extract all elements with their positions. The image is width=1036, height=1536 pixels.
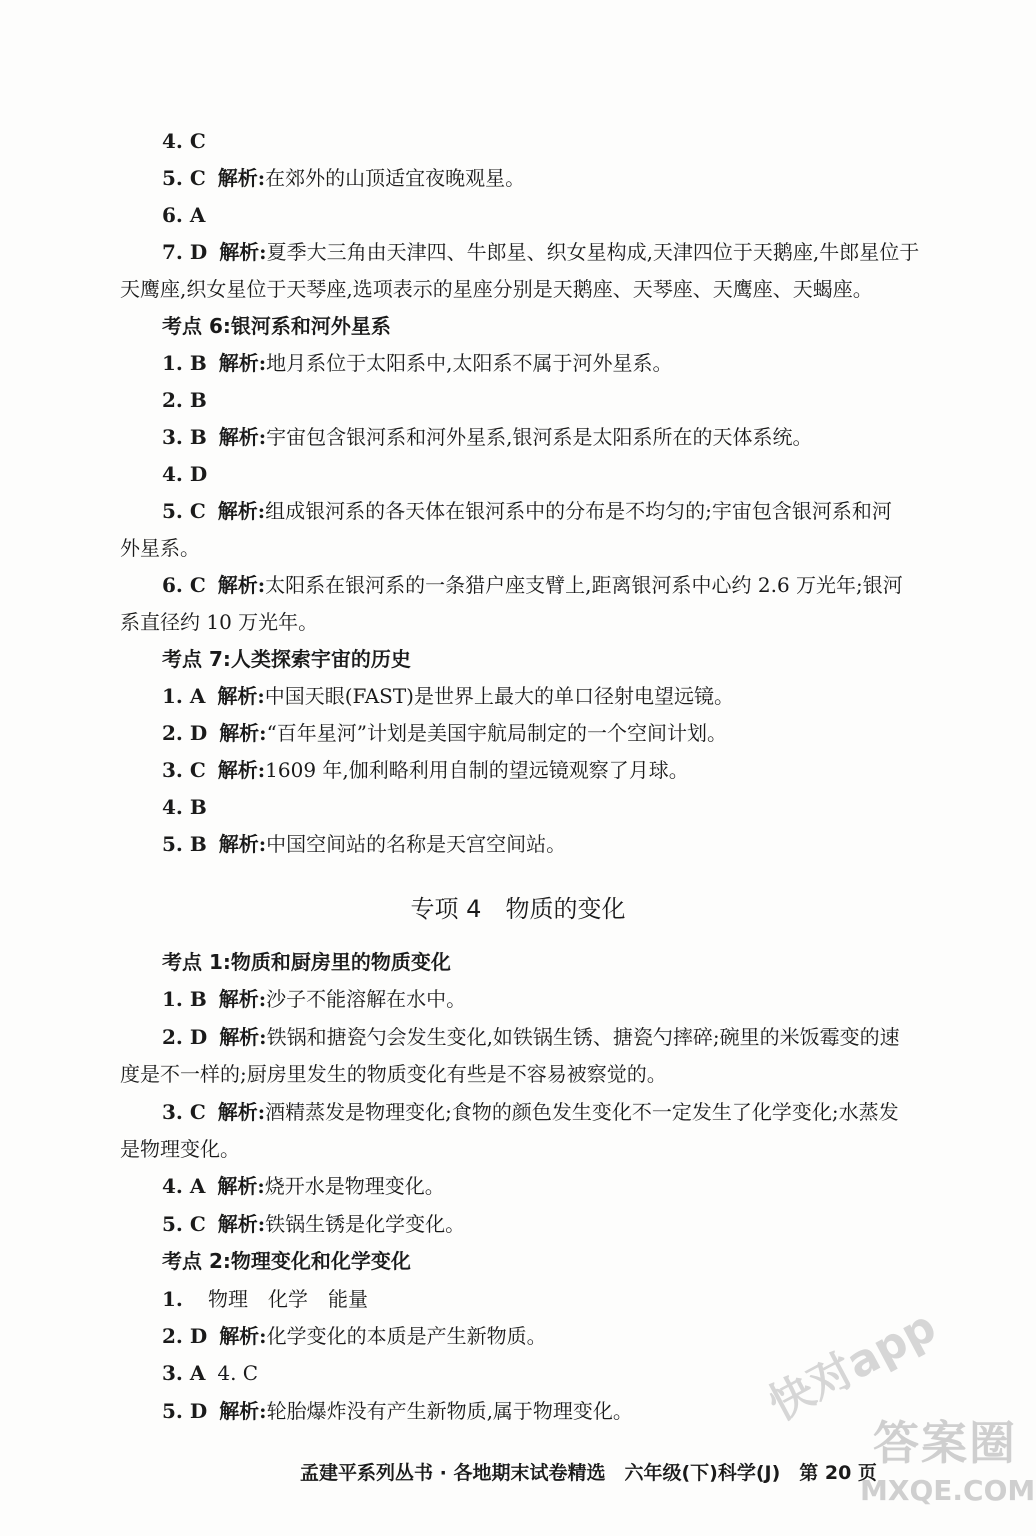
answer-line: [162, 718, 976, 748]
explanation-text: 铁锅生锈是化学变化。: [265, 1211, 466, 1236]
answer-line: [162, 829, 976, 859]
explanation-text: 铁锅和搪瓷勺会发生变化,如铁锅生锈、搪瓷勺摔碎;碗里的米饭霉变的速: [266, 1024, 900, 1049]
answer-continuation: 外星系。: [120, 536, 200, 560]
answer-line: [162, 237, 976, 267]
explanation-label: 解析:: [219, 1398, 267, 1423]
explanation-label: 解析:: [217, 1174, 265, 1199]
explanation-text: 在郊外的山顶适宜夜晚观星。: [265, 166, 526, 190]
explanation-label: 解析:: [218, 987, 267, 1012]
app-watermark: 快对app: [760, 1301, 945, 1431]
explanation-text: 1609 年,伽利略利用自制的望远镜观察了月球。: [265, 758, 689, 782]
answer-number: 2. D: [162, 1324, 208, 1348]
explanation-text: 夏季大三角由天津四、牛郎星、织女星构成,天津四位于天鹅座,牛郎星位于: [266, 240, 920, 264]
topic-heading: 考点 1:物质和厨房里的物质变化: [162, 950, 451, 974]
explanation-label: 解析:: [217, 1211, 266, 1236]
answer-number: 2. D: [162, 1024, 208, 1049]
answer-line: [162, 496, 976, 526]
answer-line: [162, 984, 976, 1014]
explanation-text: 轮胎爆炸没有产生新物质,属于物理变化。: [266, 1398, 633, 1423]
explanation-label: 解析:: [219, 240, 267, 264]
explanation-text: 中国空间站的名称是天宫空间站。: [266, 832, 567, 856]
answer-number: 5. C: [162, 1211, 206, 1236]
answer-line: [162, 459, 976, 489]
answer-number: 2. B: [162, 388, 207, 412]
answer-number: 1.: [162, 1286, 183, 1311]
topic-heading: 考点 7:人类探索宇宙的历史: [162, 647, 411, 671]
answer-line: [162, 163, 976, 193]
answer-line: [162, 385, 976, 415]
explanation-text: 化学变化的本质是产生新物质。: [266, 1324, 547, 1348]
answer-line: [162, 1396, 976, 1426]
answer-number: 1. B: [162, 351, 207, 375]
explanation-label: 解析:: [217, 684, 265, 708]
explanation-label: 解析:: [217, 758, 266, 782]
answer-line: [162, 348, 976, 378]
explanation-label: 解析:: [217, 1099, 266, 1124]
answer-line: [162, 755, 976, 785]
section-title: 专项 4 物质的变化: [410, 895, 626, 923]
answer-number: 4. C: [162, 129, 206, 153]
site-watermark-text: 答案圈: [873, 1416, 1017, 1470]
explanation-text: “百年星河”计划是美国宇航局制定的一个空间计划。: [266, 721, 728, 745]
explanation-text: 4. C: [217, 1361, 259, 1386]
answer-line: [162, 200, 976, 230]
explanation-text: 地月系位于太阳系中,太阳系不属于河外星系。: [266, 351, 673, 375]
answer-number: 7. D: [162, 240, 208, 264]
answer-line: [162, 422, 976, 452]
answer-number: 1. A: [162, 684, 206, 708]
explanation-text: 物理 化学 能量: [208, 1286, 368, 1311]
topic-heading: 考点 2:物理变化和化学变化: [162, 1249, 411, 1274]
explanation-text: 宇宙包含银河系和河外星系,银河系是太阳系所在的天体系统。: [266, 425, 813, 449]
answer-number: 5. C: [162, 166, 206, 190]
answer-number: 6. A: [162, 203, 206, 227]
answer-number: 2. D: [162, 721, 208, 745]
explanation-label: 解析:: [218, 832, 267, 856]
answer-number: 4. D: [162, 462, 208, 486]
explanation-text: 太阳系在银河系的一条猎户座支臂上,距离银河系中心约 2.6 万光年;银河: [265, 573, 903, 597]
answer-number: 3. B: [162, 425, 207, 449]
explanation-label: 解析:: [218, 425, 267, 449]
answer-number: 4. A: [162, 1174, 206, 1199]
explanation-label: 解析:: [219, 1324, 267, 1348]
answer-line: [162, 1022, 976, 1052]
answer-continuation: 是物理变化。: [120, 1137, 240, 1161]
explanation-text: 中国天眼(FAST)是世界上最大的单口径射电望远镜。: [264, 684, 734, 708]
answer-number: 5. D: [162, 1398, 208, 1423]
answer-number: 5. B: [162, 832, 207, 856]
explanation-label: 解析:: [217, 573, 266, 597]
page-footer: 孟建平系列丛书 · 各地期末试卷精选 六年级(下)科学(J) 第 20 页: [300, 1462, 877, 1484]
answer-line: [162, 570, 976, 600]
answer-line: [162, 792, 976, 822]
answer-number: 6. C: [162, 573, 206, 597]
answer-line: [162, 1097, 976, 1127]
explanation-label: 解析:: [217, 499, 266, 523]
answer-line: [162, 126, 976, 156]
explanation-text: 酒精蒸发是物理变化;食物的颜色发生变化不一定发生了化学变化;水蒸发: [265, 1099, 899, 1124]
explanation-label: 解析:: [219, 1024, 267, 1049]
answer-line: [162, 681, 976, 711]
answer-number: 3. A: [162, 1361, 206, 1386]
answer-line: [162, 1171, 976, 1201]
site-watermark-logo: [860, 1415, 1036, 1530]
explanation-text: 组成银河系的各天体在银河系中的分布是不均匀的;宇宙包含银河系和河: [265, 499, 892, 523]
answer-number: 3. C: [162, 1099, 206, 1124]
answer-number: 5. C: [162, 499, 206, 523]
explanation-text: 沙子不能溶解在水中。: [266, 987, 467, 1012]
answer-number: 3. C: [162, 758, 206, 782]
explanation-label: 解析:: [219, 721, 267, 745]
answer-continuation: 系直径约 10 万光年。: [120, 610, 319, 634]
answer-continuation: 度是不一样的;厨房里发生的物质变化有些是不容易被察觉的。: [120, 1062, 667, 1087]
answer-number: 4. B: [162, 795, 207, 819]
topic-heading: 考点 6:银河系和河外星系: [162, 314, 391, 338]
answer-line: [162, 1284, 976, 1314]
answer-line: [162, 1209, 976, 1239]
answer-continuation: 天鹰座,织女星位于天琴座,选项表示的星座分别是天鹅座、天琴座、天鹰座、天蝎座。: [120, 277, 873, 301]
explanation-label: 解析:: [217, 166, 266, 190]
site-watermark-url: MXQE.COM: [860, 1474, 1036, 1507]
explanation-label: 解析:: [218, 351, 267, 375]
answer-number: 1. B: [162, 987, 207, 1012]
explanation-text: 烧开水是物理变化。: [264, 1174, 445, 1199]
